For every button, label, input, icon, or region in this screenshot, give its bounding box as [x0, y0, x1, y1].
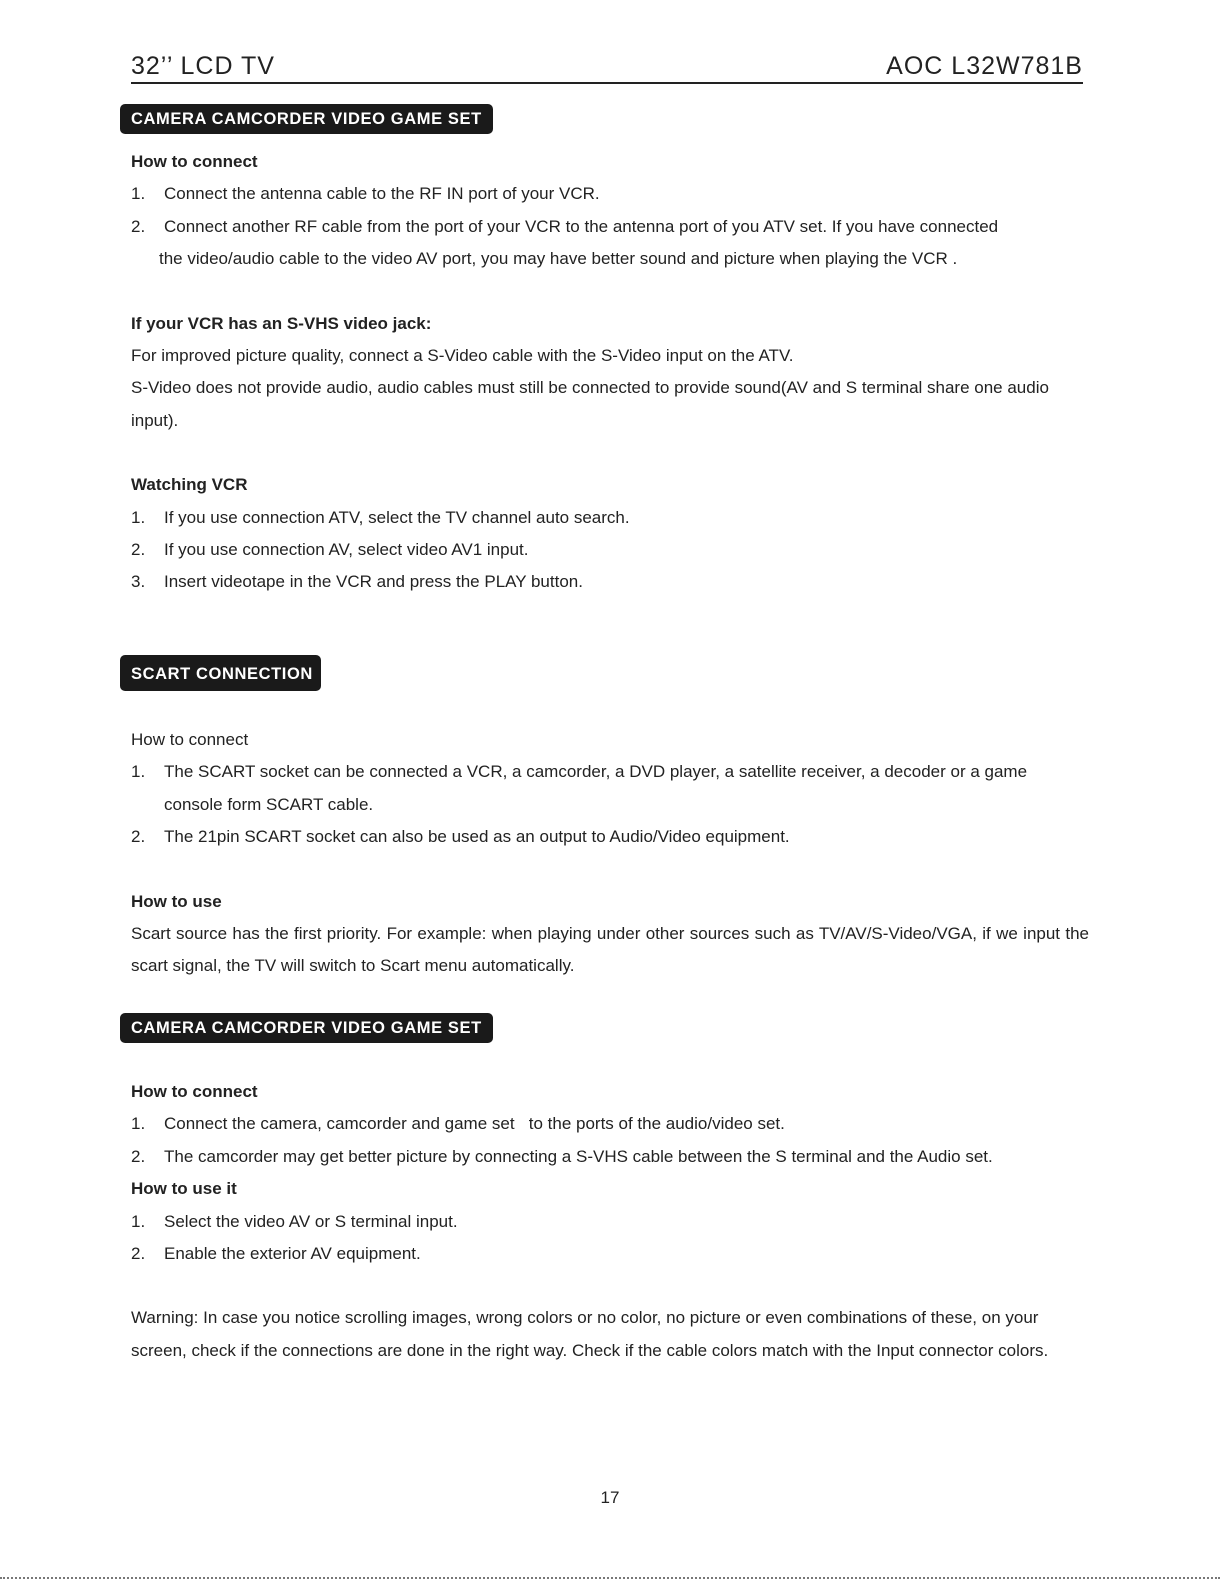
- heading-watching-vcr: Watching VCR: [131, 475, 248, 495]
- svhs-paragraph-2: S-Video does not provide audio, audio cables must still be connected to provide sound(AV and S terminal share one audio input).: [131, 378, 1049, 430]
- list-item: 2. The 21pin SCART socket can also be used as an output to Audio/Video equipment.: [131, 827, 790, 847]
- warning-paragraph: Warning: In case you notice scrolling images, wrong colors or no color, no picture or even combinations of these, on your screen, check if the connections are done in the right way. Check if the cable colors match with the Input connector colors.: [131, 1308, 1049, 1360]
- header-model: AOC L32W781B: [886, 52, 1083, 80]
- list-item: 2. Enable the exterior AV equipment.: [131, 1244, 421, 1264]
- section-scart: [131, 724, 1089, 983]
- header-product: 32’’ LCD TV: [131, 52, 275, 80]
- section-banner-scart: SCART CONNECTION: [120, 655, 321, 691]
- list-item-continuation: the video/audio cable to the video AV port, you may have better sound and picture when playing the VCR .: [159, 249, 958, 269]
- svhs-paragraph-1: For improved picture quality, connect a S-Video cable with the S-Video input on the ATV.: [131, 346, 794, 366]
- list-item: 2. If you use connection AV, select video AV1 input.: [131, 540, 529, 560]
- heading-how-to-connect: How to connect: [131, 730, 249, 749]
- list-item: 1. The SCART socket can be connected a VCR, a camcorder, a DVD player, a satellite receiver, a decoder or a game console form SCART cable.: [131, 762, 1028, 814]
- section-camera-vcr: [131, 146, 1089, 599]
- page-number: 17: [600, 1488, 620, 1507]
- scart-use-paragraph: Scart source has the first priority. For example: when playing under other sources such as TV/AV/S-Video/VGA, if we input the scart signal, the TV will switch to Scart menu automatically.: [131, 924, 1089, 976]
- page-header: [131, 50, 1083, 84]
- page-bottom-border: [0, 1577, 1220, 1579]
- list-item: 2. Connect another RF cable from the port of your VCR to the antenna port of you ATV set. If you have connected: [131, 216, 999, 236]
- list-item: 3. Insert videotape in the VCR and press the PLAY button.: [131, 572, 583, 592]
- section-camera-game: [131, 1076, 1089, 1367]
- list-item: 1. Select the video AV or S terminal input.: [131, 1211, 458, 1231]
- list-item: 1. If you use connection ATV, select the TV channel auto search.: [131, 507, 630, 527]
- list-item: 1. Connect the camera, camcorder and game set to the ports of the audio/video set.: [131, 1114, 785, 1134]
- heading-svhs: If your VCR has an S-VHS video jack:: [131, 313, 432, 333]
- section-banner-camera-1: CAMERA CAMCORDER VIDEO GAME SET: [120, 104, 493, 134]
- list-item: 1. Connect the antenna cable to the RF IN port of your VCR.: [131, 184, 600, 204]
- list-item: 2. The camcorder may get better picture by connecting a S-VHS cable between the S terminal and the Audio set.: [131, 1146, 993, 1166]
- heading-how-to-connect: How to connect: [131, 1082, 258, 1101]
- heading-how-to-connect: How to connect: [131, 152, 258, 171]
- section-banner-camera-2: CAMERA CAMCORDER VIDEO GAME SET: [120, 1013, 493, 1043]
- heading-how-to-use: How to use: [131, 891, 222, 911]
- heading-how-to-use-it: How to use it: [131, 1179, 237, 1199]
